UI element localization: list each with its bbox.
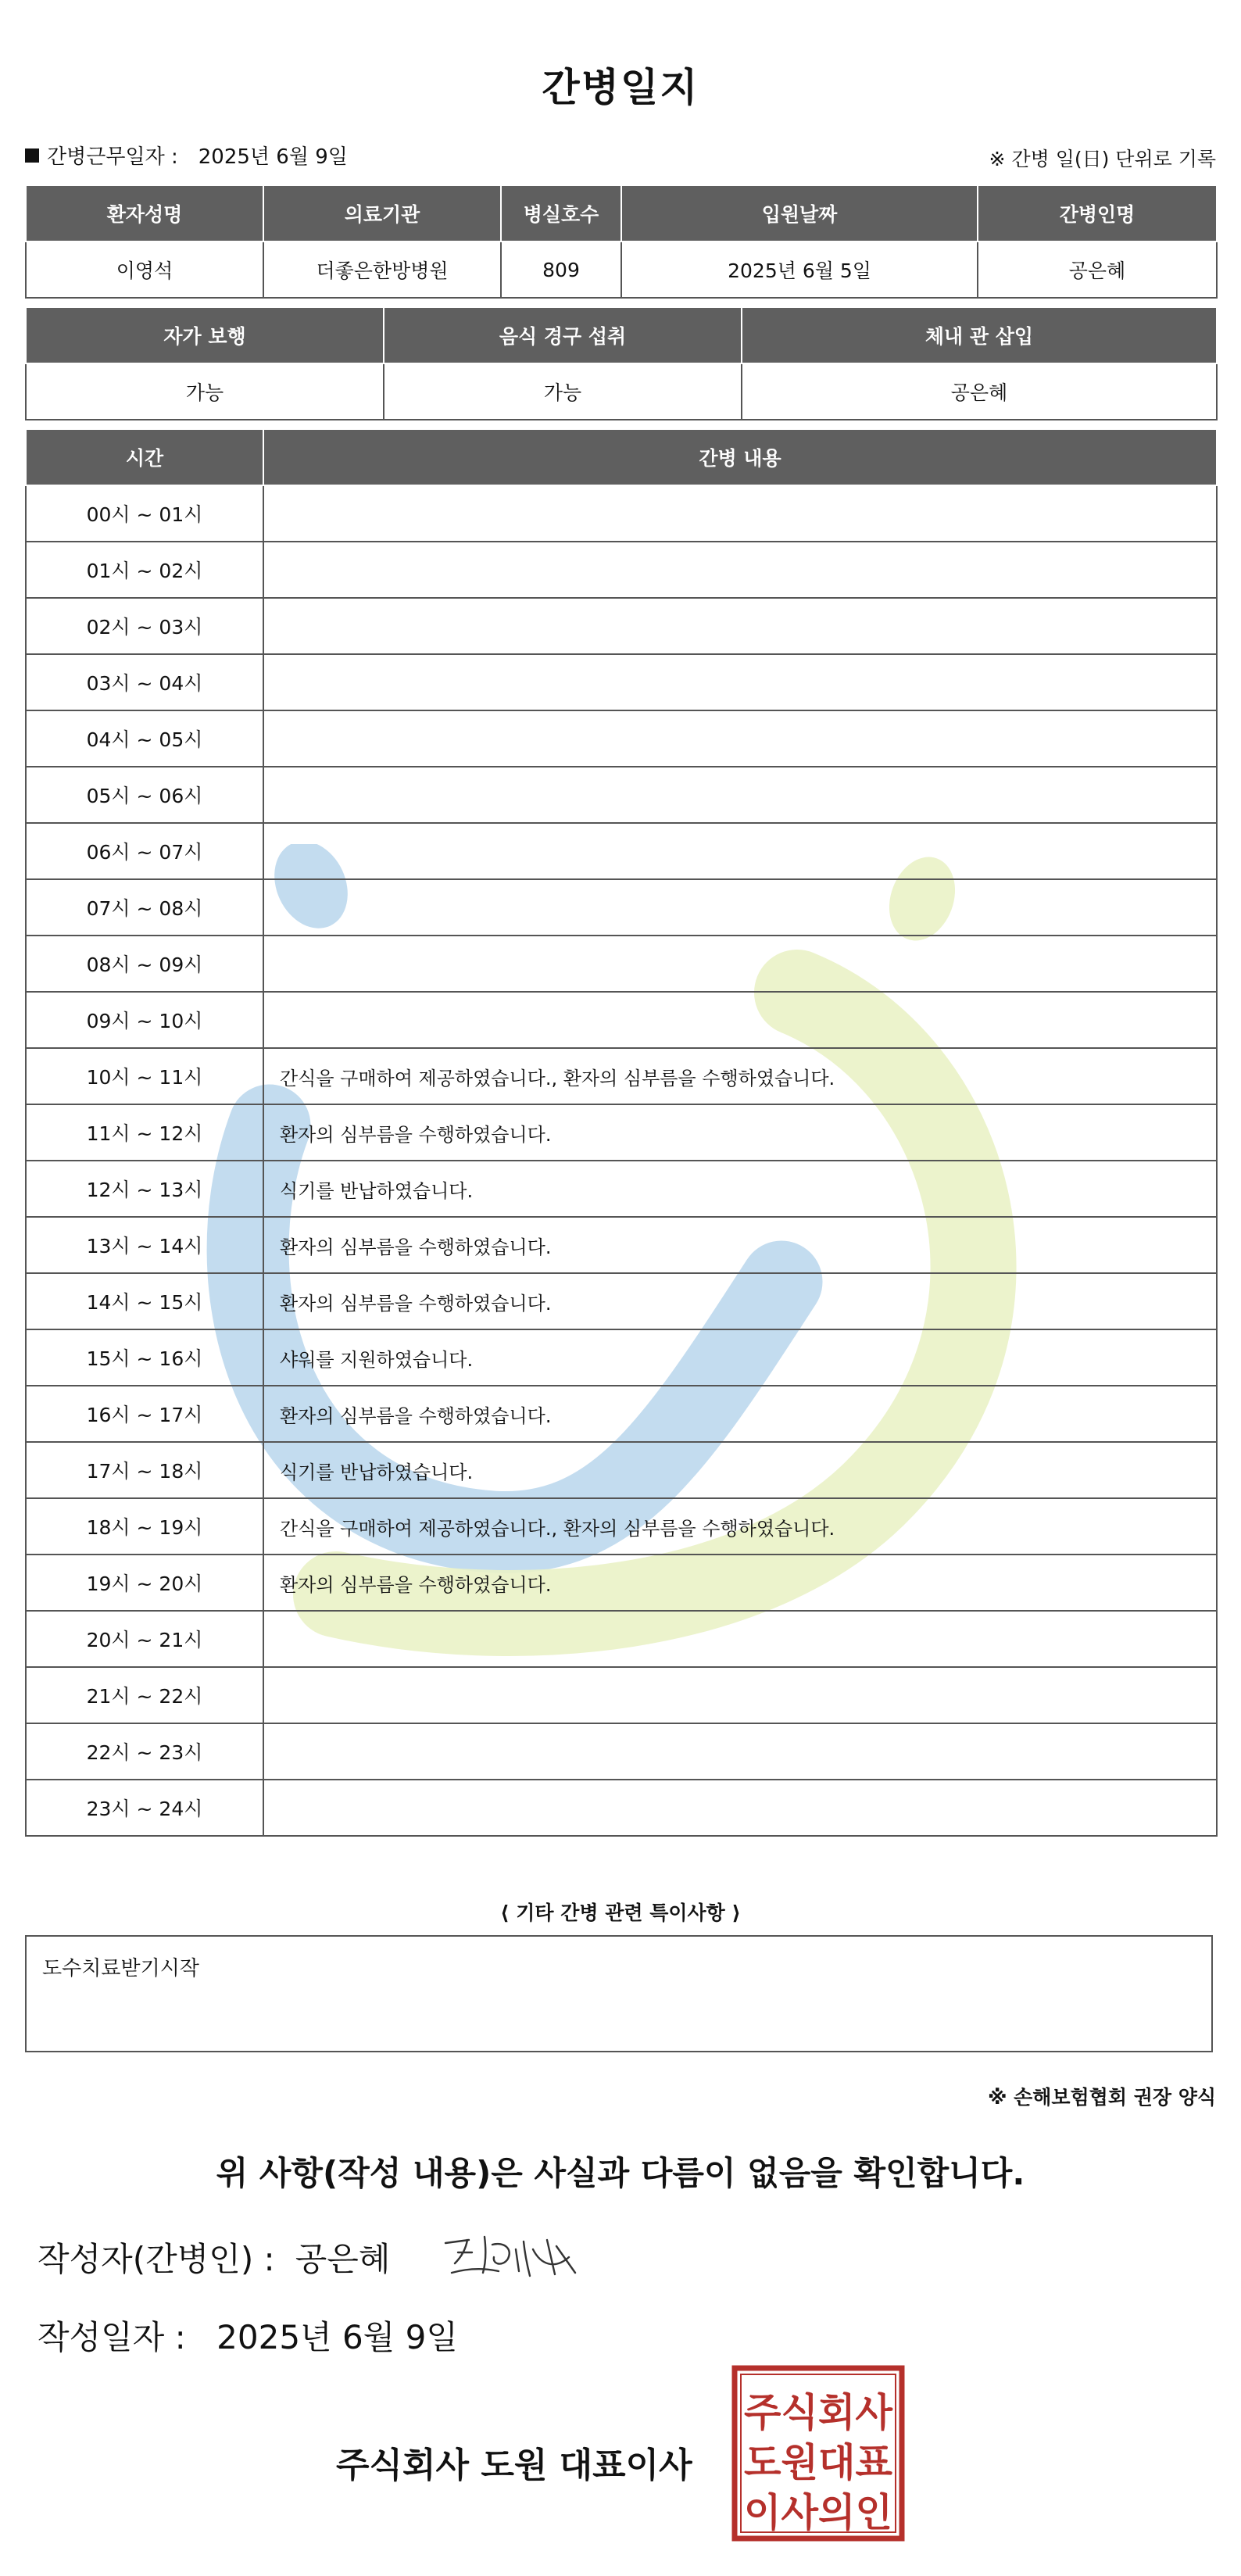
oral-intake-value: 가능 xyxy=(384,363,742,420)
table-row xyxy=(26,363,1217,420)
log-time-cell: 20시 ~ 21시 xyxy=(26,1611,263,1667)
write-date-label: 작성일자 : xyxy=(38,2318,186,2356)
log-content-cell: 환자의 심부름을 수행하였습니다. xyxy=(263,1104,1217,1161)
table-row xyxy=(26,879,1217,936)
header-admission-date: 입원날짜 xyxy=(621,185,978,242)
table-row xyxy=(26,1498,1217,1555)
square-bullet-icon xyxy=(25,148,39,163)
seal-line-1: 주식회사 xyxy=(744,2390,893,2435)
table-row xyxy=(26,1667,1217,1723)
table-row xyxy=(26,1723,1217,1780)
log-content-cell: 환자의 심부름을 수행하였습니다. xyxy=(263,1555,1217,1611)
table-row xyxy=(26,936,1217,992)
log-content-cell xyxy=(263,1611,1217,1667)
log-time-cell: 05시 ~ 06시 xyxy=(26,767,263,823)
log-content-cell: 간식을 구매하여 제공하였습니다., 환자의 심부름을 수행하였습니다. xyxy=(263,1498,1217,1555)
table-row xyxy=(26,1217,1217,1273)
company-seal xyxy=(731,2365,905,2542)
log-time-cell: 14시 ~ 15시 xyxy=(26,1273,263,1329)
seal-line-2: 도원대표 xyxy=(744,2440,893,2485)
self-walking-value: 가능 xyxy=(26,363,384,420)
header-hospital: 의료기관 xyxy=(263,185,501,242)
document-title: 간병일지 xyxy=(542,65,699,110)
header-caregiver: 간병인명 xyxy=(978,185,1217,242)
work-date-value: 2025년 6월 9일 xyxy=(198,145,348,169)
table-row xyxy=(26,1386,1217,1442)
log-content-cell xyxy=(263,1780,1217,1836)
log-time-cell: 16시 ~ 17시 xyxy=(26,1386,263,1442)
log-time-cell: 17시 ~ 18시 xyxy=(26,1442,263,1498)
log-content-cell xyxy=(263,1723,1217,1780)
table-row xyxy=(26,1442,1217,1498)
tube-insertion-value: 공은혜 xyxy=(742,363,1217,420)
writer-line xyxy=(38,2234,390,2281)
table-header-row xyxy=(26,185,1217,242)
patient-status-table xyxy=(25,306,1218,420)
table-row xyxy=(26,823,1217,879)
table-header-row xyxy=(26,307,1217,363)
table-row xyxy=(26,1611,1217,1667)
table-row xyxy=(26,1555,1217,1611)
table-row xyxy=(26,542,1217,598)
log-time-cell: 01시 ~ 02시 xyxy=(26,542,263,598)
log-content-cell: 식기를 반납하였습니다. xyxy=(263,1442,1217,1498)
room-number: 809 xyxy=(501,242,621,298)
log-content-cell xyxy=(263,879,1217,936)
write-date-value: 2025년 6월 9일 xyxy=(216,2318,458,2356)
patient-info-table xyxy=(25,184,1218,299)
table-header-row xyxy=(26,429,1217,485)
log-content-cell xyxy=(263,823,1217,879)
table-row xyxy=(26,654,1217,710)
log-time-cell: 15시 ~ 16시 xyxy=(26,1329,263,1386)
company-representative: 주식회사 도원 대표이사 xyxy=(336,2445,692,2485)
log-time-cell: 12시 ~ 13시 xyxy=(26,1161,263,1217)
table-row xyxy=(26,767,1217,823)
table-row xyxy=(26,1273,1217,1329)
header-care-content: 간병 내용 xyxy=(263,429,1217,485)
log-time-cell: 09시 ~ 10시 xyxy=(26,992,263,1048)
handwritten-signature xyxy=(438,2226,586,2288)
patient-name: 이영석 xyxy=(26,242,263,298)
log-content-cell xyxy=(263,936,1217,992)
log-content-cell xyxy=(263,992,1217,1048)
table-row xyxy=(26,242,1217,298)
writer-name: 공은혜 xyxy=(295,2240,391,2278)
log-content-cell: 샤워를 지원하였습니다. xyxy=(263,1329,1217,1386)
work-date-line xyxy=(25,141,348,170)
log-time-cell: 06시 ~ 07시 xyxy=(26,823,263,879)
header-tube-insertion: 체내 관 삽입 xyxy=(742,307,1217,363)
log-content-cell xyxy=(263,767,1217,823)
special-notes-title: ⟨ 기타 간병 관련 특이사항 ⟩ xyxy=(500,1902,741,1924)
hourly-log-table xyxy=(25,428,1218,1837)
table-row xyxy=(26,992,1217,1048)
table-row xyxy=(26,1161,1217,1217)
log-content-cell: 간식을 구매하여 제공하였습니다., 환자의 심부름을 수행하였습니다. xyxy=(263,1048,1217,1104)
work-date-label: 간병근무일자 : xyxy=(47,145,178,169)
recommend-note: ※ 손해보험협회 권장 양식 xyxy=(988,2086,1216,2109)
header-time: 시간 xyxy=(26,429,263,485)
header-room: 병실호수 xyxy=(501,185,621,242)
admission-date: 2025년 6월 5일 xyxy=(621,242,978,298)
log-time-cell: 02시 ~ 03시 xyxy=(26,598,263,654)
record-note: ※ 간병 일(日) 단위로 기록 xyxy=(989,148,1216,170)
log-time-cell: 23시 ~ 24시 xyxy=(26,1780,263,1836)
log-content-cell xyxy=(263,542,1217,598)
log-content-cell xyxy=(263,1667,1217,1723)
log-time-cell: 03시 ~ 04시 xyxy=(26,654,263,710)
log-content-cell: 환자의 심부름을 수행하였습니다. xyxy=(263,1217,1217,1273)
log-content-cell xyxy=(263,485,1217,542)
log-content-cell xyxy=(263,710,1217,767)
writer-label: 작성자(간병인) : xyxy=(38,2240,275,2278)
log-time-cell: 21시 ~ 22시 xyxy=(26,1667,263,1723)
log-time-cell: 11시 ~ 12시 xyxy=(26,1104,263,1161)
table-row xyxy=(26,1329,1217,1386)
log-table-body xyxy=(26,485,1217,1836)
table-row xyxy=(26,598,1217,654)
special-notes-content: 도수치료받기시작 xyxy=(42,1957,199,1980)
log-time-cell: 04시 ~ 05시 xyxy=(26,710,263,767)
hospital-name: 더좋은한방병원 xyxy=(263,242,501,298)
log-content-cell xyxy=(263,654,1217,710)
log-time-cell: 18시 ~ 19시 xyxy=(26,1498,263,1555)
write-date-line xyxy=(38,2312,458,2359)
special-notes-box xyxy=(25,1935,1213,2052)
table-row xyxy=(26,1104,1217,1161)
header-self-walking: 자가 보행 xyxy=(26,307,384,363)
table-row xyxy=(26,485,1217,542)
log-time-cell: 07시 ~ 08시 xyxy=(26,879,263,936)
seal-line-3: 이사의인 xyxy=(744,2490,892,2535)
log-time-cell: 08시 ~ 09시 xyxy=(26,936,263,992)
log-content-cell xyxy=(263,598,1217,654)
caregiver-name: 공은혜 xyxy=(978,242,1217,298)
table-row xyxy=(26,1048,1217,1104)
log-time-cell: 10시 ~ 11시 xyxy=(26,1048,263,1104)
confirmation-statement: 위 사항(작성 내용)은 사실과 다름이 없음을 확인합니다. xyxy=(216,2154,1025,2192)
table-row xyxy=(26,710,1217,767)
header-patient-name: 환자성명 xyxy=(26,185,263,242)
log-time-cell: 22시 ~ 23시 xyxy=(26,1723,263,1780)
header-oral-intake: 음식 경구 섭취 xyxy=(384,307,742,363)
log-content-cell: 환자의 심부름을 수행하였습니다. xyxy=(263,1273,1217,1329)
log-time-cell: 13시 ~ 14시 xyxy=(26,1217,263,1273)
log-content-cell: 식기를 반납하였습니다. xyxy=(263,1161,1217,1217)
table-row xyxy=(26,1780,1217,1836)
log-content-cell: 환자의 심부름을 수행하였습니다. xyxy=(263,1386,1217,1442)
log-time-cell: 19시 ~ 20시 xyxy=(26,1555,263,1611)
log-time-cell: 00시 ~ 01시 xyxy=(26,485,263,542)
